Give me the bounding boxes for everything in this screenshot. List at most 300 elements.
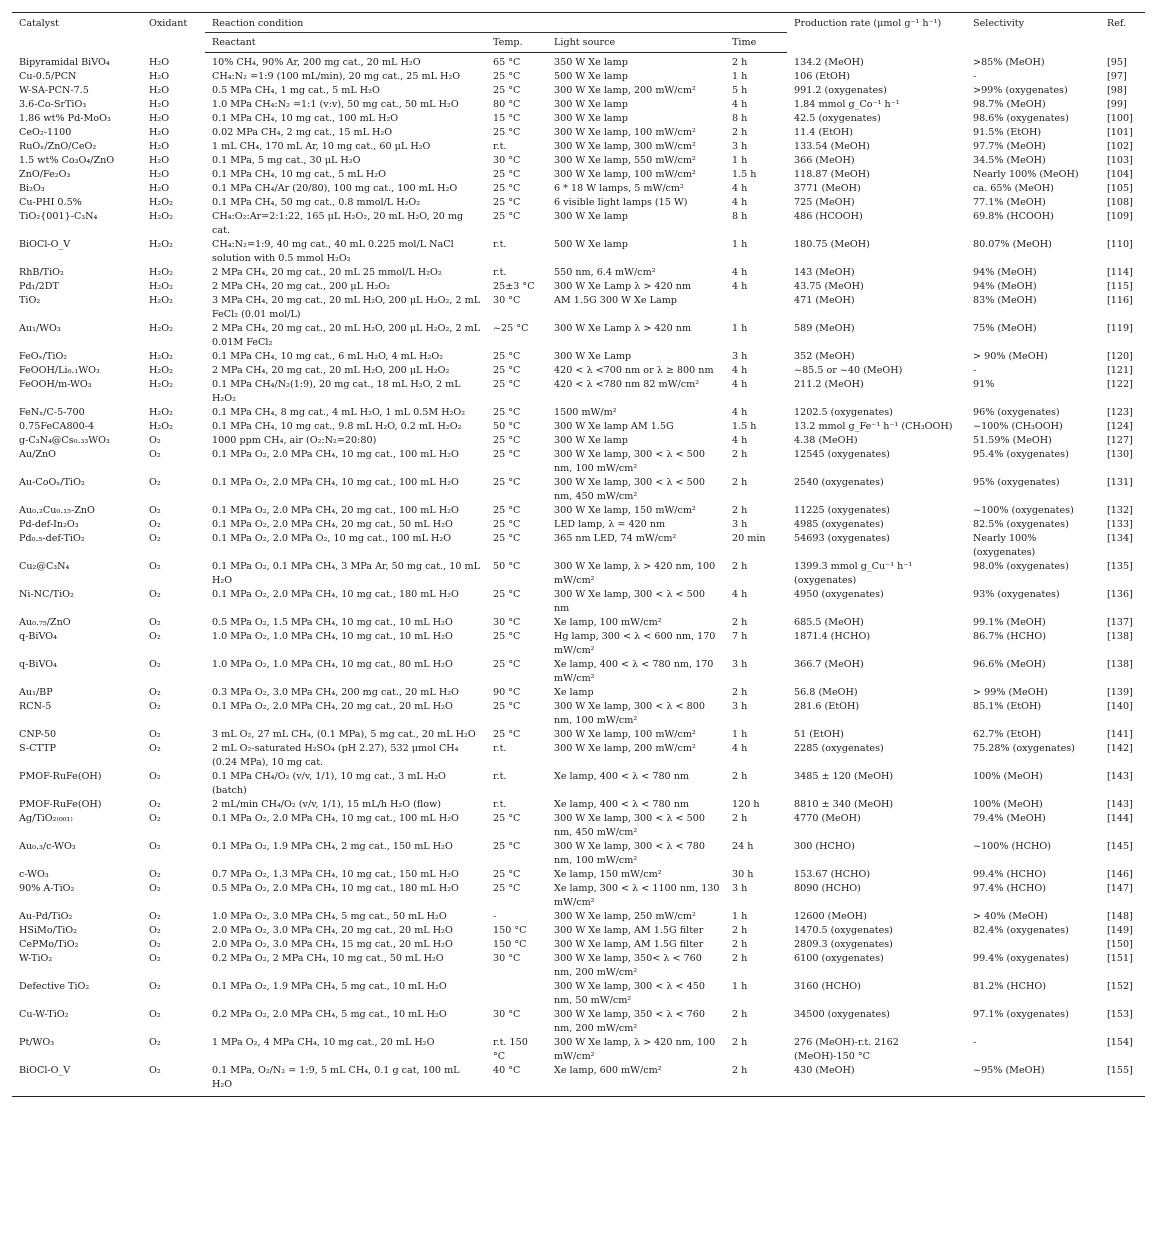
cell-light-source: 300 W Xe Lamp λ > 420 nm [554,281,692,292]
cell-temp: 150 °C [493,925,527,936]
cell-catalyst: Au₁/BP [19,687,53,698]
cell-reactant: 2 MPa CH₄, 20 mg cat., 200 μL H₂O₂ [212,281,391,292]
cell-light-source: 300 W Xe lamp, 300 < λ < 450 nm, 50 mW/cm² [554,981,705,1006]
cell-oxidant: H₂O [149,71,170,82]
cell-light-source: 300 W Xe lamp AM 1.5G [554,421,674,432]
cell-selectivity: 95.4% (oxygenates) [973,449,1069,460]
cell-time: 4 h [732,407,748,418]
cell-production-rate: 430 (MeOH) [787,1064,966,1097]
cell-light-source: 300 W Xe lamp, 300 < λ < 780 nm, 100 mW/cm² [554,841,705,866]
cell-reactant: 0.5 MPa CH₄, 1 mg cat., 5 mL H₂O [212,85,380,96]
cell-oxidant: O₂ [149,449,161,460]
cell-ref: [103] [1107,155,1133,166]
cell-ref: [155] [1100,1064,1145,1097]
cell-light-source: 300 W Xe lamp, 300 < λ < 500 nm [554,589,705,614]
cell-reactant: 1.0 MPa O₂, 3.0 MPa CH₄, 5 mg cat., 50 mL H₂O [212,911,447,922]
cell-production-rate: 8810 ± 340 (MeOH) [794,799,894,810]
table-row [12,84,1145,98]
cell-production-rate: 276 (MeOH)-r.t. 2162 (MeOH)-150 °C [794,1037,899,1062]
cell-reactant: 2.0 MPa O₂, 3.0 MPa CH₄, 15 mg cat., 20 mL H₂O [212,939,453,950]
table-container [12,12,1145,1097]
cell-time: 1 h [732,239,748,250]
cell-selectivity: 85.1% (EtOH) [973,701,1042,712]
table-row [12,616,1145,630]
cell-time: 2 h [732,617,748,628]
cell-catalyst: Ni-NC/TiO₂ [19,589,74,600]
cell-catalyst: W-TiO₂ [19,953,53,964]
cell-reactant: 1.0 MPa O₂, 1.0 MPa CH₄, 10 mg cat., 10 mL H₂O [212,631,453,642]
cell-light-source: 300 W Xe lamp, 100 mW/cm² [554,169,696,180]
table-row [12,700,1145,728]
table-row [12,658,1145,686]
cell-time: 4 h [732,183,748,194]
cell-ref: [115] [1107,281,1133,292]
cell-reactant: 0.1 MPa O₂, 2.0 MPa CH₄, 10 mg cat., 100 mL H₂O [212,477,459,488]
cell-light-source: 6 visible light lamps (15 W) [554,197,688,208]
cell-catalyst: FeOₓ/TiO₂ [19,351,68,362]
cell-oxidant: H₂O [149,85,170,96]
cell-catalyst: 90% A-TiO₂ [19,883,75,894]
cell-catalyst: 1.86 wt% Pd-MoO₃ [19,113,111,124]
cell-catalyst: Au₀.₂Cu₀.₁₅-ZnO [19,505,95,516]
cell-ref: [132] [1107,505,1133,516]
cell-oxidant: H₂O [149,169,170,180]
table-row [12,196,1145,210]
table-row [12,742,1145,770]
cell-catalyst: RuOₓ/ZnO/CeO₂ [19,141,97,152]
cell-ref: [153] [1107,1009,1133,1020]
cell-ref: [108] [1107,197,1133,208]
cell-production-rate: 1399.3 mmol g_Cu⁻¹ h⁻¹ (oxygenates) [794,561,913,586]
cell-catalyst: Au/ZnO [19,449,57,460]
cell-production-rate: 1.84 mmol g_Co⁻¹ h⁻¹ [794,99,900,110]
cell-catalyst: Au₁/WO₃ [19,323,61,334]
header-catalyst: Catalyst [12,13,142,53]
cell-selectivity: 82.5% (oxygenates) [973,519,1069,530]
cell-selectivity [966,938,1100,952]
cell-time: 2 h [732,127,748,138]
cell-temp: 25 °C [493,701,521,712]
cell-light-source: Xe lamp, 150 mW/cm² [554,869,662,880]
cell-production-rate: 12600 (MeOH) [794,911,867,922]
cell-production-rate: 13.2 mmol g_Fe⁻¹ h⁻¹ (CH₃OOH) [794,421,953,432]
cell-oxidant: O₂ [149,701,161,712]
cell-oxidant: H₂O₂ [149,281,173,292]
cell-time: 2 h [732,813,748,824]
cell-ref: [101] [1107,127,1133,138]
cell-light-source: 300 W Xe lamp, AM 1.5G filter [554,925,704,936]
cell-catalyst: q-BiVO₄ [19,659,57,670]
cell-oxidant: O₂ [149,477,161,488]
cell-production-rate: 118.87 (MeOH) [794,169,870,180]
cell-temp: ~25 °C [493,323,529,334]
cell-selectivity: - [973,1037,977,1048]
cell-selectivity: 51.59% (MeOH) [973,435,1052,446]
cell-oxidant: O₂ [149,729,161,740]
cell-temp: 15 °C [493,113,521,124]
cell-production-rate: 6100 (oxygenates) [794,953,884,964]
cell-reactant: 0.1 MPa O₂, 2.0 MPa CH₄, 20 mg cat., 50 mL H₂O [212,519,453,530]
table-row [12,238,1145,266]
cell-ref: [121] [1107,365,1133,376]
cell-selectivity: 98.7% (MeOH) [973,99,1046,110]
cell-production-rate: 352 (MeOH) [794,351,855,362]
cell-time: 1.5 h [732,169,757,180]
cell-catalyst: Cu-W-TiO₂ [19,1009,69,1020]
cell-light-source: 300 W Xe lamp, 300 < λ < 500 nm, 450 mW/cm² [554,477,705,502]
cell-catalyst: RCN-5 [19,701,52,712]
cell-time: 30 h [732,869,754,880]
cell-temp: 25 °C [493,883,521,894]
cell-reactant: 2 MPa CH₄, 20 mg cat., 20 mL 25 mmol/L H₂O₂ [212,267,442,278]
cell-reactant: 0.1 MPa CH₄, 50 mg cat., 0.8 mmol/L H₂O₂ [212,197,421,208]
cell-oxidant: O₂ [149,743,161,754]
cell-light-source: 300 W Xe lamp, 100 mW/cm² [554,729,696,740]
cell-oxidant: O₂ [149,813,161,824]
cell-oxidant: O₂ [149,883,161,894]
table-row [12,840,1145,868]
cell-light-source: 300 W Xe lamp, 100 mW/cm² [554,127,696,138]
cell-temp: 30 °C [493,617,521,628]
cell-reactant: 0.1 MPa O₂, 2.0 MPa CH₄, 20 mg cat., 100 mL H₂O [212,505,459,516]
cell-light-source: 500 W Xe lamp [554,239,628,250]
cell-light-source: 420 < λ <780 nm 82 mW/cm² [554,379,700,390]
cell-light-source: 550 nm, 6.4 mW/cm² [554,267,656,278]
cell-reactant: 0.02 MPa CH₄, 2 mg cat., 15 mL H₂O [212,127,393,138]
cell-selectivity: 91.5% (EtOH) [973,127,1042,138]
cell-ref: [95] [1107,56,1127,68]
cell-temp: 25 °C [493,841,521,852]
cell-production-rate: 471 (MeOH) [794,295,855,306]
cell-light-source: Xe lamp [554,687,594,698]
cell-reactant: 0.1 MPa CH₄/Ar (20/80), 100 mg cat., 100 mL H₂O [212,183,458,194]
cell-reactant: 0.1 MPa, 5 mg cat., 30 μL H₂O [212,155,361,166]
cell-ref: [120] [1107,351,1133,362]
cell-production-rate: 54693 (oxygenates) [794,533,890,544]
table-row [12,126,1145,140]
cell-light-source: 300 W Xe lamp, 250 mW/cm² [554,911,696,922]
cell-catalyst: Pt/WO₃ [19,1037,55,1048]
cell-light-source: 300 W Xe lamp, 550 mW/cm² [554,155,696,166]
cell-time: 8 h [732,211,748,222]
cell-time: 3 h [732,701,748,712]
table-row [12,322,1145,350]
cell-temp: 25 °C [493,869,521,880]
cell-ref: [130] [1107,449,1133,460]
table-row [12,140,1145,154]
cell-selectivity: 82.4% (oxygenates) [973,925,1069,936]
cell-selectivity: 69.8% (HCOOH) [973,211,1054,222]
cell-ref: [143] [1107,771,1133,782]
cell-reactant: 0.5 MPa O₂, 2.0 MPa CH₄, 10 mg cat., 180 mL H₂O [212,883,459,894]
cell-production-rate: 3485 ± 120 (MeOH) [794,771,894,782]
cell-production-rate: 34500 (oxygenates) [794,1009,890,1020]
cell-light-source: 300 W Xe lamp, 300 < λ < 800 nm, 100 mW/cm² [554,701,705,726]
cell-temp: 40 °C [486,1064,547,1097]
cell-temp: 30 °C [493,1009,521,1020]
cell-light-source: Hg lamp, 300 < λ < 600 nm, 170 mW/cm² [554,631,716,656]
cell-temp: r.t. [493,141,507,152]
cell-reactant: CH₄:N₂=1:9, 40 mg cat., 40 mL 0.225 mol/L NaCl solution with 0.5 mmol H₂O₂ [212,239,454,264]
table-row [12,70,1145,84]
header-ref: Ref. [1100,13,1145,53]
cell-ref: [138] [1107,631,1133,642]
cell-oxidant: O₂ [149,617,161,628]
table-row [12,210,1145,238]
cell-production-rate: 366.7 (MeOH) [794,659,864,670]
cell-production-rate: 1202.5 (oxygenates) [794,407,893,418]
cell-reactant: 0.2 MPa O₂, 2.0 MPa CH₄, 5 mg cat., 10 mL H₂O [212,1009,447,1020]
cell-time: 4 h [732,743,748,754]
cell-temp: 30 °C [493,155,521,166]
cell-temp: 25 °C [493,435,521,446]
cell-production-rate: 153.67 (HCHO) [794,869,871,880]
cell-production-rate: 134.2 (MeOH) [794,56,864,68]
cell-time: 1 h [732,155,748,166]
cell-time: 4 h [732,99,748,110]
cell-ref: [136] [1107,589,1133,600]
cell-oxidant: O₂ [149,869,161,880]
cell-light-source: 300 W Xe lamp, AM 1.5G filter [554,939,704,950]
cell-temp: 80 °C [493,99,521,110]
cell-catalyst: BiOCl-O_V [19,239,71,250]
cell-time: 2 h [732,449,748,460]
cell-temp: r.t. [493,799,507,810]
cell-time: 3 h [732,351,748,362]
cell-light-source: 350 W Xe lamp [554,57,628,68]
cell-temp: 150 °C [493,939,527,950]
cell-selectivity: Nearly 100% (oxygenates) [973,533,1037,558]
header-reactant: Reactant [205,33,486,53]
cell-selectivity: ~100% (HCHO) [973,841,1051,852]
cell-time: 2 h [732,925,748,936]
header-time: Time [725,33,787,53]
cell-oxidant: O₂ [149,561,161,572]
cell-temp: 25 °C [493,183,521,194]
cell-ref: [145] [1107,841,1133,852]
cell-light-source: 300 W Xe Lamp [554,351,632,362]
cell-production-rate: 51 (EtOH) [794,729,844,740]
cell-oxidant: H₂O [149,141,170,152]
cell-time: 4 h [732,589,748,600]
cell-oxidant: O₂ [149,589,161,600]
cell-light-source: 6 * 18 W lamps, 5 mW/cm² [554,183,684,194]
cell-reactant: 0.1 MPa O₂, 2.0 MPa CH₄, 10 mg cat., 180 mL H₂O [212,589,459,600]
cell-production-rate: 4985 (oxygenates) [794,519,884,530]
cell-production-rate: 8090 (HCHO) [794,883,861,894]
cell-reactant: 0.1 MPa, O₂/N₂ = 1:9, 5 mL CH₄, 0.1 g cat, 100 mL H₂O [205,1064,486,1097]
cell-oxidant: O₂ [149,911,161,922]
table-row [12,476,1145,504]
cell-temp: 25 °C [493,407,521,418]
cell-ref: [144] [1107,813,1133,824]
cell-temp: 25 °C [493,631,521,642]
cell-ref: [98] [1107,85,1127,96]
cell-oxidant: O₂ [149,1009,161,1020]
cell-temp: 25 °C [493,659,521,670]
cell-reactant: 0.1 MPa CH₄, 10 mg cat., 9.8 mL H₂O, 0.2 mL H₂O₂ [212,421,462,432]
cell-selectivity: 75% (MeOH) [973,323,1037,334]
cell-production-rate: 366 (MeOH) [794,155,855,166]
cell-oxidant: H₂O [149,56,170,68]
cell-time: 4 h [732,379,748,390]
cell-reactant: 2 mL O₂-saturated H₂SO₄ (pH 2.27), 532 μmol CH₄ (0.24 MPa), 10 mg cat. [212,743,459,768]
cell-catalyst: Cu-0.5/PCN [19,71,77,82]
cell-catalyst: CePMo/TiO₂ [19,939,79,950]
cell-catalyst: Pd₀.₅-def-TiO₂ [19,533,85,544]
cell-catalyst: 3.6-Co-SrTiO₃ [19,99,87,110]
cell-catalyst: HSiMo/TiO₂ [19,925,78,936]
cell-reactant: 0.1 MPa O₂, 2.0 MPa CH₄, 10 mg cat., 100 mL H₂O [212,813,459,824]
cell-selectivity: 97.4% (HCHO) [973,883,1046,894]
cell-temp: 25 °C [493,365,521,376]
cell-time: 2 h [725,1064,787,1097]
cell-ref: [140] [1107,701,1133,712]
table-row [12,448,1145,476]
cell-catalyst: Pd₁/2DT [19,281,59,292]
cell-time: 2 h [732,687,748,698]
cell-time: 2 h [732,953,748,964]
table-row [12,812,1145,840]
cell-ref: [149] [1107,925,1133,936]
cell-light-source: 300 W Xe lamp [554,211,628,222]
cell-selectivity: >85% (MeOH) [973,56,1045,68]
cell-production-rate: 725 (MeOH) [794,197,855,208]
cell-oxidant: H₂O₂ [149,407,173,418]
cell-light-source: Xe lamp, 400 < λ < 780 nm [554,771,689,782]
cell-time [725,294,787,322]
cell-production-rate: 12545 (oxygenates) [794,449,890,460]
table-row [12,378,1145,406]
cell-light-source: Xe lamp, 600 mW/cm² [547,1064,725,1097]
cell-time: 2 h [732,939,748,950]
cell-light-source: 300 W Xe lamp [554,113,628,124]
cell-oxidant: H₂O₂ [149,197,173,208]
cell-production-rate: 1470.5 (oxygenates) [794,925,893,936]
cell-reactant: 1000 ppm CH₄, air (O₂:N₂=20:80) [212,435,377,446]
cell-time: 4 h [732,365,748,376]
table-row [12,294,1145,322]
cell-catalyst: W-SA-PCN-7.5 [19,85,89,96]
table-row [12,532,1145,560]
table-row [12,588,1145,616]
cell-time: 4 h [732,267,748,278]
cell-catalyst: RhB/TiO₂ [19,267,64,278]
cell-production-rate: 2285 (oxygenates) [794,743,884,754]
cell-light-source: Xe lamp, 100 mW/cm² [554,617,662,628]
table-row [12,770,1145,798]
cell-production-rate: 2809.3 (oxygenates) [794,939,893,950]
header-light-source: Light source [547,33,725,53]
table-row [12,728,1145,742]
cell-ref: [109] [1107,211,1133,222]
cell-catalyst: FeOOH/Li₀.₁WO₃ [19,365,100,376]
cell-reactant: 2 MPa CH₄, 20 mg cat., 20 mL H₂O, 200 μL H₂O₂, 2 mL 0.01M FeCl₂ [212,323,481,348]
cell-reactant: 2 mL/min CH₄/O₂ (v/v, 1/1), 15 mL/h H₂O (flow) [212,799,442,810]
cell-reactant: 0.7 MPa O₂, 1.3 MPa CH₄, 10 mg cat., 150 mL H₂O [212,869,459,880]
cell-temp: 25 °C [493,477,521,488]
cell-reactant: 3 MPa CH₄, 20 mg cat., 20 mL H₂O, 200 μL H₂O₂, 2 mL FeCl₂ (0.01 mol/L) [212,295,481,320]
table-row [12,518,1145,532]
cell-ref: [114] [1107,267,1133,278]
cell-catalyst: Au₀.₇₅/ZnO [19,617,71,628]
cell-production-rate: 56.8 (MeOH) [794,687,858,698]
cell-selectivity: ca. 65% (MeOH) [973,183,1054,194]
cell-temp: 25 °C [493,813,521,824]
table-row [12,98,1145,112]
cell-selectivity: ~100% (CH₃OOH) [973,421,1063,432]
cell-selectivity: 96% (oxygenates) [973,407,1060,418]
cell-ref: [142] [1107,743,1133,754]
cell-light-source: 300 W Xe lamp, 300 < λ < 500 nm, 450 mW/cm² [554,813,705,838]
cell-oxidant: H₂O₂ [149,379,173,390]
cell-temp: 50 °C [493,421,521,432]
cell-reactant: 1.0 MPa CH₄:N₂ =1:1 (v:v), 50 mg cat., 50 mL H₂O [212,99,459,110]
cell-time: 3 h [732,659,748,670]
cell-oxidant: O₂ [149,505,161,516]
cell-ref: [124] [1107,421,1133,432]
table-row [12,280,1145,294]
table-row [12,980,1145,1008]
cell-temp: r.t. [493,239,507,250]
cell-ref: [116] [1107,295,1133,306]
cell-selectivity: 75.28% (oxygenates) [973,743,1075,754]
cell-time: 2 h [732,561,748,572]
cell-temp: 25 °C [493,449,521,460]
table-row [12,868,1145,882]
cell-catalyst: Au-CoOₓ/TiO₂ [19,477,85,488]
cell-oxidant: O₂ [149,925,161,936]
cell-production-rate: 180.75 (MeOH) [794,239,870,250]
cell-catalyst: CeO₂-1100 [19,127,72,138]
cell-production-rate: 300 (HCHO) [794,841,855,852]
cell-time: 2 h [732,1009,748,1020]
cell-light-source: Xe lamp, 300 < λ < 1100 nm, 130 mW/cm² [554,883,720,908]
cell-ref: [119] [1107,323,1133,334]
cell-selectivity: 97.7% (MeOH) [973,141,1046,152]
cell-light-source: 300 W Xe lamp [554,99,628,110]
cell-light-source: 300 W Xe lamp, λ > 420 nm, 100 mW/cm² [554,1037,716,1062]
cell-production-rate: 133.54 (MeOH) [794,141,870,152]
table-row [12,938,1145,952]
cell-selectivity: 99.4% (oxygenates) [973,953,1069,964]
cell-selectivity: 99.1% (MeOH) [973,617,1046,628]
cell-temp: 25 °C [493,351,521,362]
cell-production-rate: ~85.5 or ~40 (MeOH) [794,365,903,376]
cell-catalyst: Cu₂@C₃N₄ [19,561,70,572]
header-oxidant: Oxidant [142,13,205,53]
cell-selectivity: 79.4% (MeOH) [973,813,1046,824]
cell-selectivity: ~95% (MeOH) [966,1064,1100,1097]
cell-catalyst: CNP-50 [19,729,57,740]
cell-time: 2 h [732,505,748,516]
cell-ref: [99] [1107,99,1127,110]
table-row [12,686,1145,700]
cell-temp: 25 °C [493,127,521,138]
cell-reactant: 0.1 MPa O₂, 2.0 MPa CH₄, 10 mg cat., 100 mL H₂O [212,449,459,460]
cell-reactant: 0.1 MPa O₂, 1.9 MPa CH₄, 5 mg cat., 10 mL H₂O [212,981,447,992]
cell-time: 24 h [732,841,754,852]
table-row [12,364,1145,378]
cell-ref: [152] [1107,981,1133,992]
cell-selectivity: 62.7% (EtOH) [973,729,1042,740]
cell-selectivity: - [973,365,977,376]
cell-selectivity: 99.4% (HCHO) [973,869,1046,880]
cell-temp: 50 °C [493,561,521,572]
cell-time: 1 h [732,71,748,82]
cell-oxidant: H₂O₂ [149,267,173,278]
cell-light-source: 420 < λ <700 nm or λ ≥ 800 nm [554,365,714,376]
